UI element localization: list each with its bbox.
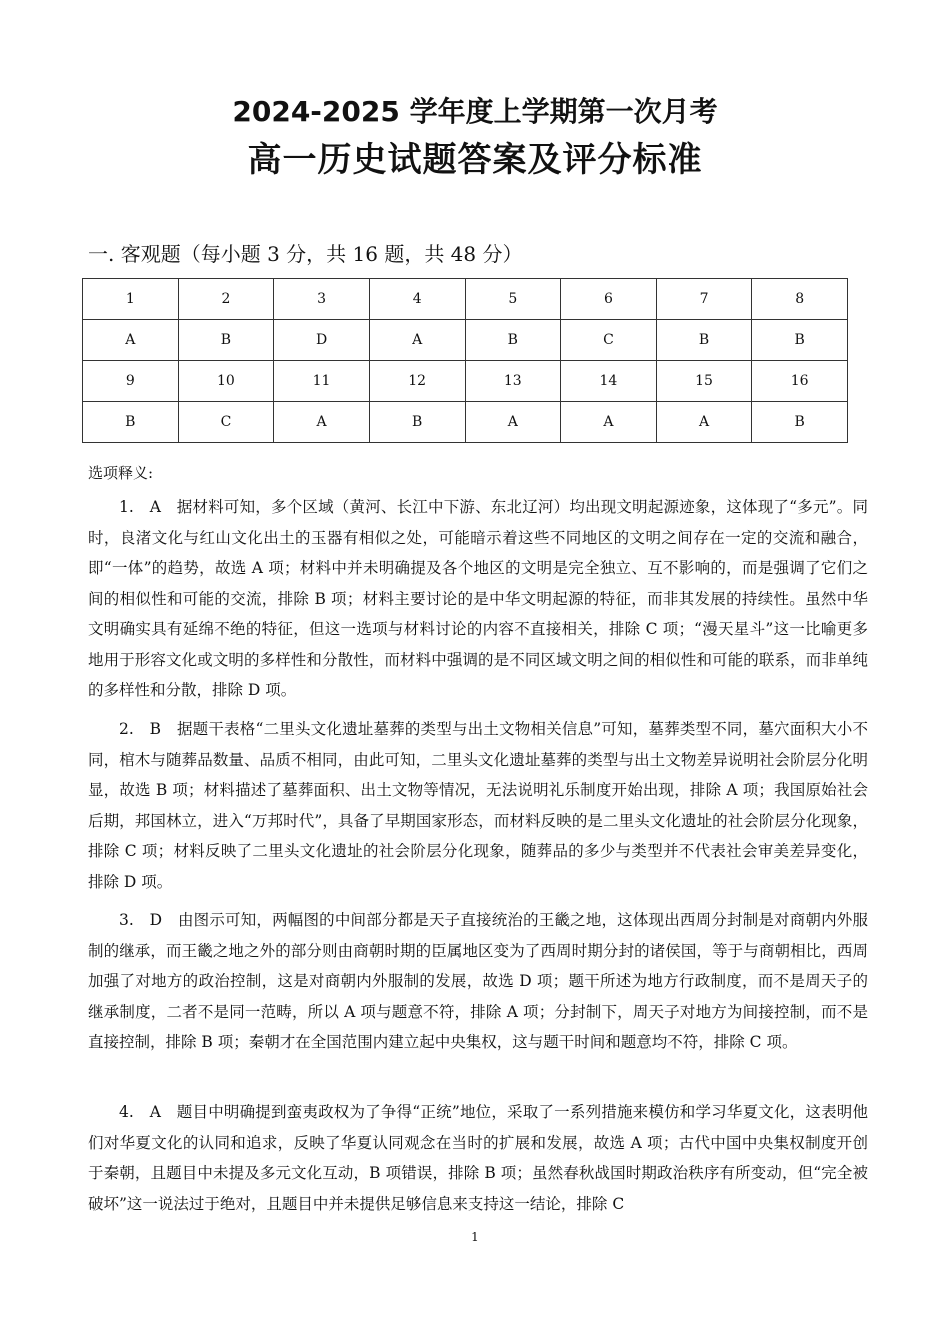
explanation-paragraph-3: 3. D 由图示可知，两幅图的中间部分都是天子直接统治的王畿之地，这体现出西周分封制是对商朝内外服制的继承，而王畿之地之外的部分则由商朝时期的臣属地区变为了西周时期分封的诸侯国，等于与商朝相比，西周加强了对地方的政治控制，这是对商朝内外服制的发展，故选 D 项；题干所述为地方行政制度，而不是周天子的继承制度，二者不是同一范畴，所以 A 项与题意不符，排除 A 项；分封制下，周天子对地方为间接控制，而不是直接控制，排除 B 项；秦朝才在全国范围内建立起中央集权，这与题干时间和题意均不符，排除 C 项。 bbox=[88, 911, 868, 1051]
answer-cell: A bbox=[465, 402, 561, 443]
table-row bbox=[83, 361, 848, 402]
question-number-cell: 7 bbox=[656, 279, 752, 320]
table-row bbox=[83, 320, 848, 361]
question-number-cell: 16 bbox=[752, 361, 848, 402]
question-number-cell: 15 bbox=[656, 361, 752, 402]
answer-cell: D bbox=[274, 320, 370, 361]
answer-cell: B bbox=[369, 402, 465, 443]
question-number-cell: 11 bbox=[274, 361, 370, 402]
question-number-cell: 12 bbox=[369, 361, 465, 402]
explanation-paragraph-4: 4. A 题目中明确提到蛮夷政权为了争得“正统”地位，采取了一系列措施来模仿和学习华夏文化，这表明他们对华夏文化的认同和追求，反映了华夏认同观念在当时的扩展和发展，故选 A 项；古代中国中央集权制度开创于秦朝，且题目中未提及多元文化互动，B 项错误，排除 B 项；虽然春秋战国时期政治秩序有所变动，但“完全被破坏”这一说法过于绝对，且题目中并未提供足够信息来支持这一结论，排除 C bbox=[88, 1103, 868, 1213]
question-number-cell: 3 bbox=[274, 279, 370, 320]
question-number-cell: 13 bbox=[465, 361, 561, 402]
answer-cell: B bbox=[752, 402, 848, 443]
question-number-cell: 1 bbox=[83, 279, 179, 320]
section-heading-objective: 一. 客观题（每小题 3 分，共 16 题，共 48 分） bbox=[88, 242, 523, 266]
page-title: 高一历史试题答案及评分标准 bbox=[247, 140, 703, 180]
question-number-cell: 9 bbox=[83, 361, 179, 402]
answer-cell: C bbox=[561, 320, 657, 361]
question-number-cell: 5 bbox=[465, 279, 561, 320]
answer-cell: B bbox=[656, 320, 752, 361]
question-number-cell: 4 bbox=[369, 279, 465, 320]
page-number: 1 bbox=[471, 1230, 479, 1244]
answer-cell: B bbox=[465, 320, 561, 361]
explanation-paragraph-2: 2. B 据题干表格“二里头文化遗址墓葬的类型与出土文物相关信息”可知，墓葬类型不同，墓穴面积大小不同，棺木与随葬品数量、品质不相同，由此可知，二里头文化遗址墓葬的类型与出土文物差异说明社会阶层分化明显，故选 B 项；材料描述了墓葬面积、出土文物等情况，无法说明礼乐制度开始出现，排除 A 项；我国原始社会后期，邦国林立，进入“万邦时代”，具备了早期国家形态，而材料反映的是二里头文化遗址的社会阶层分化现象，排除 C 项；材料反映了二里头文化遗址的社会阶层分化现象，随葬品的多少与类型并不代表社会审美差异变化，排除 D 项。 bbox=[88, 720, 868, 891]
answer-cell: A bbox=[369, 320, 465, 361]
answer-table bbox=[82, 278, 848, 443]
notes-label: 选项释义: bbox=[88, 464, 154, 482]
answer-cell: B bbox=[752, 320, 848, 361]
table-row bbox=[83, 402, 848, 443]
question-number-cell: 8 bbox=[752, 279, 848, 320]
answer-cell: C bbox=[178, 402, 274, 443]
answer-cell: B bbox=[178, 320, 274, 361]
exam-subtitle: 2024-2025 学年度上学期第一次月考 bbox=[232, 95, 718, 128]
answer-cell: A bbox=[656, 402, 752, 443]
question-number-cell: 10 bbox=[178, 361, 274, 402]
question-number-cell: 14 bbox=[561, 361, 657, 402]
explanation-paragraph-1: 1. A 据材料可知，多个区域（黄河、长江中下游、东北辽河）均出现文明起源迹象，这体现了“多元”。同时，良渚文化与红山文化出土的玉器有相似之处，可能暗示着这些不同地区的文明之间存在一定的交流和融合，即“一体”的趋势，故选 A 项；材料中并未明确提及各个地区的文明是完全独立、互不影响的，而是强调了它们之间的相似性和可能的交流，排除 B 项；材料主要讨论的是中华文明起源的特征，而非其发展的持续性。虽然中华文明确实具有延绵不绝的特征，但这一选项与材料讨论的内容不直接相关，排除 C 项；“漫天星斗”这一比喻更多地用于形容文化或文明的多样性和分散性，而材料中强调的是不同区域文明之间的相似性和可能的联系，而非单纯的多样性和分散，排除 D 项。 bbox=[88, 498, 868, 699]
answer-cell: A bbox=[561, 402, 657, 443]
question-number-cell: 2 bbox=[178, 279, 274, 320]
answer-cell: A bbox=[83, 320, 179, 361]
table-row bbox=[83, 279, 848, 320]
question-number-cell: 6 bbox=[561, 279, 657, 320]
answer-cell: A bbox=[274, 402, 370, 443]
answer-cell: B bbox=[83, 402, 179, 443]
